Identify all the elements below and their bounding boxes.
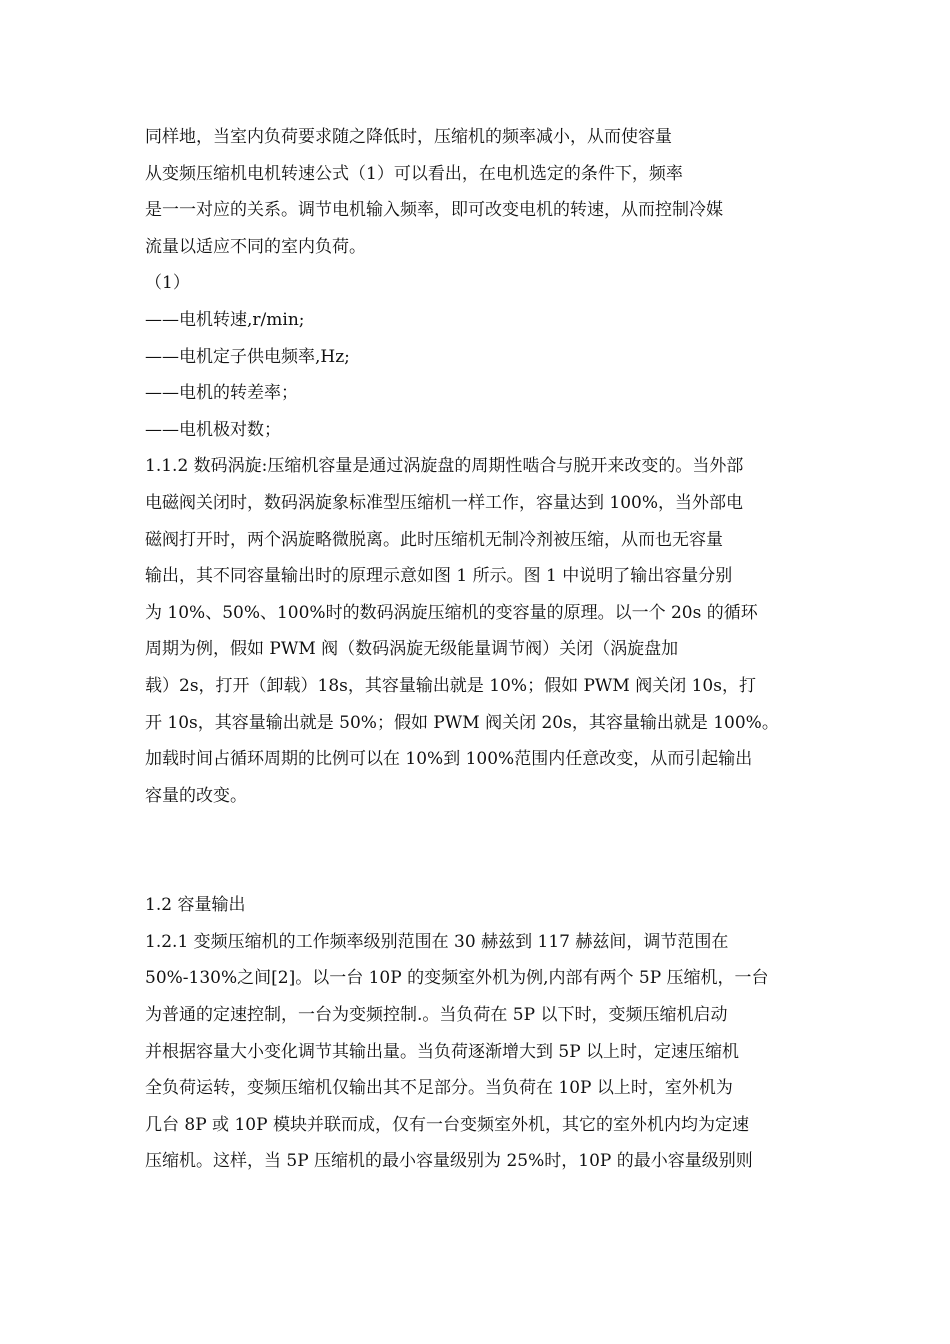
text-line: 是一一对应的关系。调节电机输入频率，即可改变电机的转速，从而控制冷媒 (145, 200, 723, 221)
text-line: 同样地，当室内负荷要求随之降低时，压缩机的频率减小，从而使容量 (145, 127, 672, 147)
text-line: 为 10%、50%、100%时的数码涡旋压缩机的变容量的原理。以一个 20s 的循环 (145, 602, 758, 623)
equation-label: （1） (145, 273, 190, 294)
text-line: 磁阀打开时，两个涡旋略微脱离。此时压缩机无制冷剂被压缩，从而也无容量 (145, 529, 723, 550)
text-line: 压缩机。这样，当 5P 压缩机的最小容量级别为 25%时，10P 的最小容量级别则 (145, 1151, 753, 1172)
text-line: 电磁阀关闭时，数码涡旋象标准型压缩机一样工作，容量达到 100%，当外部电 (145, 492, 744, 513)
document-body (145, 119, 810, 1180)
text-line: 为普通的定速控制，一台为变频控制.。当负荷在 5P 以下时，变频压缩机启动 (145, 1005, 728, 1026)
text-line: 50%-130%之间[2]。以一台 10P 的变频室外机为例,内部有两个 5P 压缩机，一台 (145, 968, 769, 989)
text-line: 几台 8P 或 10P 模块并联而成，仅有一台变频室外机，其它的室外机内均为定速 (145, 1114, 749, 1135)
text-line: 并根据容量大小变化调节其输出量。当负荷逐渐增大到 5P 以上时，定速压缩机 (145, 1041, 740, 1062)
text-line: 全负荷运转，变频压缩机仅输出其不足部分。当负荷在 10P 以上时，室外机为 (145, 1078, 733, 1099)
text-line: 输出，其不同容量输出时的原理示意如图 1 所示。图 1 中说明了输出容量分别 (145, 566, 733, 587)
text-line: 加载时间占循环周期的比例可以在 10%到 100%范围内任意改变，从而引起输出 (145, 749, 753, 770)
symbol-definition: ——电机转速,r/min; (145, 309, 305, 330)
symbol-definition: ——电机极对数； (145, 419, 281, 440)
text-line: 流量以适应不同的室内负荷。 (145, 236, 366, 257)
text-line: 周期为例，假如 PWM 阀（数码涡旋无级能量调节阀）关闭（涡旋盘加 (145, 639, 679, 660)
section-heading: 1.2 容量输出 (145, 895, 246, 916)
text-line: 1.1.2 数码涡旋:压缩机容量是通过涡旋盘的周期性啮合与脱开来改变的。当外部 (145, 456, 744, 477)
text-line: 1.2.1 变频压缩机的工作频率级别范围在 30 赫兹到 117 赫兹间，调节范围在 (145, 931, 729, 952)
text-line: 开 10s，其容量输出就是 50%；假如 PWM 阀关闭 20s，其容量输出就是 100%。 (145, 712, 779, 733)
text-line: 容量的改变。 (145, 785, 247, 806)
symbol-definition: ——电机的转差率； (145, 383, 298, 404)
text-line: 从变频压缩机电机转速公式（1）可以看出，在电机选定的条件下，频率 (145, 163, 683, 184)
paragraph-gap (145, 814, 810, 887)
symbol-definition: ——电机定子供电频率,Hz; (145, 346, 350, 367)
text-line: 载）2s，打开（卸载）18s，其容量输出就是 10%；假如 PWM 阀关闭 10s，打 (145, 675, 756, 696)
